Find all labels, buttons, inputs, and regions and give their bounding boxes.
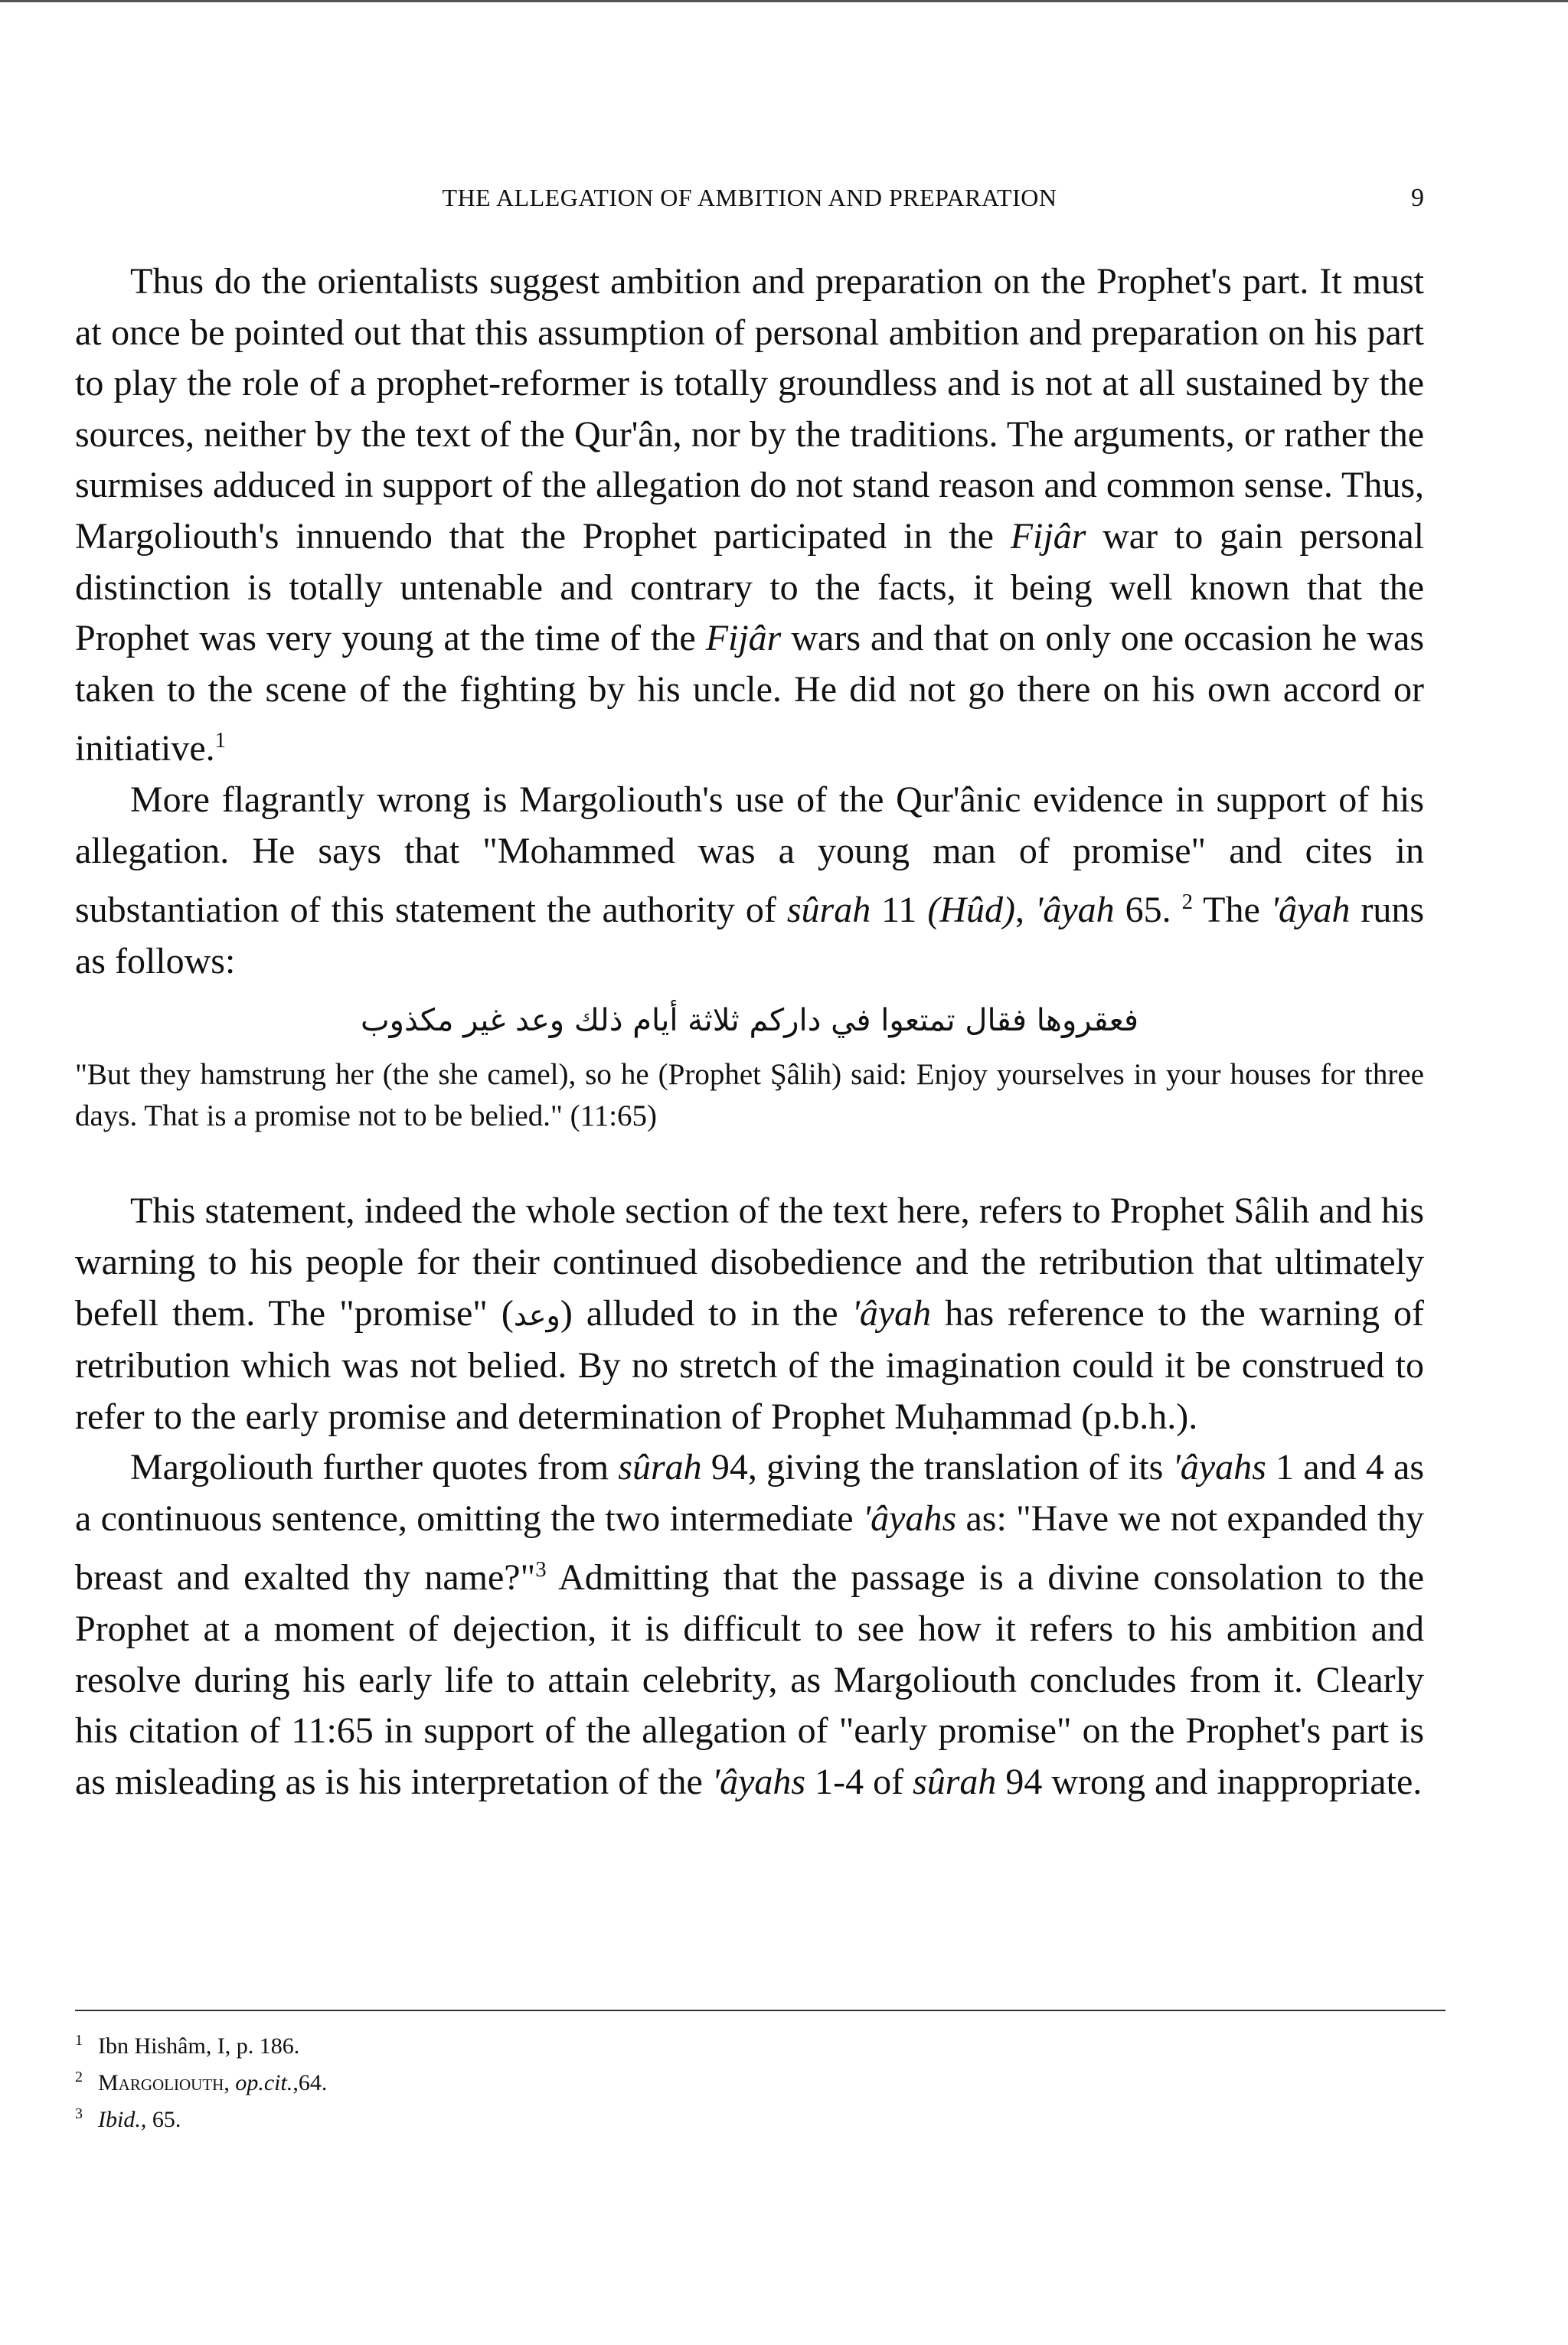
term-ayah: 'âyah xyxy=(851,1292,932,1334)
running-head: THE ALLEGATION OF AMBITION AND PREPARATION xyxy=(442,184,1057,211)
term-ayahs: 'âyahs xyxy=(1172,1447,1266,1488)
footnote-3 xyxy=(75,2098,327,2135)
footnote-author: Margoliouth xyxy=(98,2070,224,2095)
p1-end: wars and that on only one occasion he was taken to the scene of the fighting by his uncle. He did not go there on his own accord or initiative. xyxy=(75,618,1424,769)
term-ayah: 'âyah xyxy=(1270,890,1351,931)
footnote-ref: 1 xyxy=(214,728,227,753)
footnote-2 xyxy=(75,2062,327,2098)
footnote-ref: 2 xyxy=(1181,890,1194,915)
term-ayahs: 'âyahs xyxy=(711,1761,806,1802)
verse-translation: "But they hamstrung her (the she camel), so he (Prophet Şâlih) said: Enjoy yourselves in your houses for three days. That is a promise not to be belied." (11:65) xyxy=(75,1058,1424,1133)
p4-c: 1 and 4 as a continuous sentence, omitting the two intermediate xyxy=(75,1447,1425,1539)
p4-f: 1-4 of xyxy=(805,1761,913,1802)
arabic-verse: فعقروها فقال تمتعوا في داركم ثلاثة أيام ذلك وعد غير مكذوب xyxy=(360,1003,1139,1039)
paragraph-2 xyxy=(75,775,1424,987)
top-border-line xyxy=(0,0,1568,2)
section-gap xyxy=(75,1137,1424,1186)
p4-e: Admitting that the passage is a divine consolation to the Prophet at a moment of dejection, it is difficult to see how it refers to his ambition and resolve during his early life to attain celebrity, as Margoliouth concludes from it. Clearly his citation of 11:65 in support of the allegation of "early promise" on the Prophet's part is as misleading as is his interpretation of the xyxy=(75,1557,1424,1802)
arabic-word: وعد xyxy=(513,1298,560,1332)
footnote-ref-text: op.cit. xyxy=(235,2070,293,2095)
term-surah: sûrah xyxy=(913,1761,997,1802)
p2-num65: 65. xyxy=(1114,890,1182,931)
p1-text: Thus do the orientalists suggest ambition and preparation on the Prophet's part. It must at once be pointed out that this assumption of personal ambition and preparation on his part to play the role of a prophet-reformer is totally groundless and is not at all sustained by the sources, neither by the text of the Qur'ân, nor by the traditions. The arguments, or rather the surmises adduced in support of the allegation do not stand reason and common sense. Thus, Margoliouth's innuendo that the Prophet participated in the xyxy=(75,261,1424,557)
p4-a: Margoliouth further quotes from xyxy=(130,1447,619,1488)
term-ayah: 'âyah xyxy=(1035,890,1115,931)
paragraph-3 xyxy=(75,1186,1424,1442)
term-fijar: Fijâr xyxy=(1010,515,1086,557)
term-hud: (Hûd) xyxy=(927,890,1016,931)
p4-d: as: "Have we not expanded thy breast and exalted thy name?" xyxy=(75,1497,1424,1599)
paragraph-1 xyxy=(75,256,1424,775)
footnote-rest: , 65. xyxy=(140,2107,181,2132)
p3-b: ) alluded to in the xyxy=(560,1292,852,1334)
term-ayahs: 'âyahs xyxy=(862,1497,957,1539)
p3-c: has reference to the warning of retribution which was not belied. By no stretch of the imagination could it be construed to refer to the early promise and determination of Prophet Muḥammad (p.b.h.). xyxy=(75,1292,1424,1437)
p3-a: This statement, indeed the whole section of the text here, refers to Prophet Sâlih and his warning to his people for their continued disobedience and the retribution that ultimately befell them. The "promise" ( xyxy=(75,1190,1424,1334)
term-surah: sûrah xyxy=(786,890,871,931)
p4-b: 94, giving the translation of its xyxy=(701,1447,1173,1488)
footnotes xyxy=(75,2025,327,2135)
main-text xyxy=(75,256,1424,1808)
p2-the: The xyxy=(1193,890,1271,931)
footnote-mark: 1 xyxy=(75,2032,83,2049)
footnote-ref-text: Ibid. xyxy=(98,2107,141,2132)
p2-comma: , xyxy=(1015,890,1036,931)
p1-mid: war to gain personal distinction is totally untenable and contrary to the facts, it being well known that the Prophet was very young at the time of the xyxy=(75,515,1424,659)
footnote-text: Ibn Hishâm, I, p. 186. xyxy=(98,2033,300,2059)
footnote-1 xyxy=(75,2025,327,2062)
paragraph-4 xyxy=(75,1442,1424,1808)
footnote-divider xyxy=(75,2010,1446,2011)
footnote-ref: 3 xyxy=(535,1557,547,1582)
footnote-mark: 3 xyxy=(75,2105,83,2122)
p4-g: 94 wrong and inappropriate. xyxy=(996,1761,1423,1802)
footnote-rest: ,64. xyxy=(292,2070,328,2095)
footnote-sep: , xyxy=(224,2070,236,2095)
term-surah: sûrah xyxy=(618,1447,702,1488)
p2-text: More flagrantly wrong is Margoliouth's use of the Qur'ânic evidence in support of his allegation. He says that "Mohammed was a young man of promise" and cites in substantiation of this statement the authority of xyxy=(75,779,1424,931)
page-header xyxy=(75,184,1424,222)
term-fijar: Fijâr xyxy=(705,618,782,659)
p2-follows: runs as follows: xyxy=(75,890,1425,981)
footnote-mark: 2 xyxy=(75,2069,83,2085)
page-number: 9 xyxy=(1411,184,1424,212)
p2-num: 11 xyxy=(871,890,928,931)
